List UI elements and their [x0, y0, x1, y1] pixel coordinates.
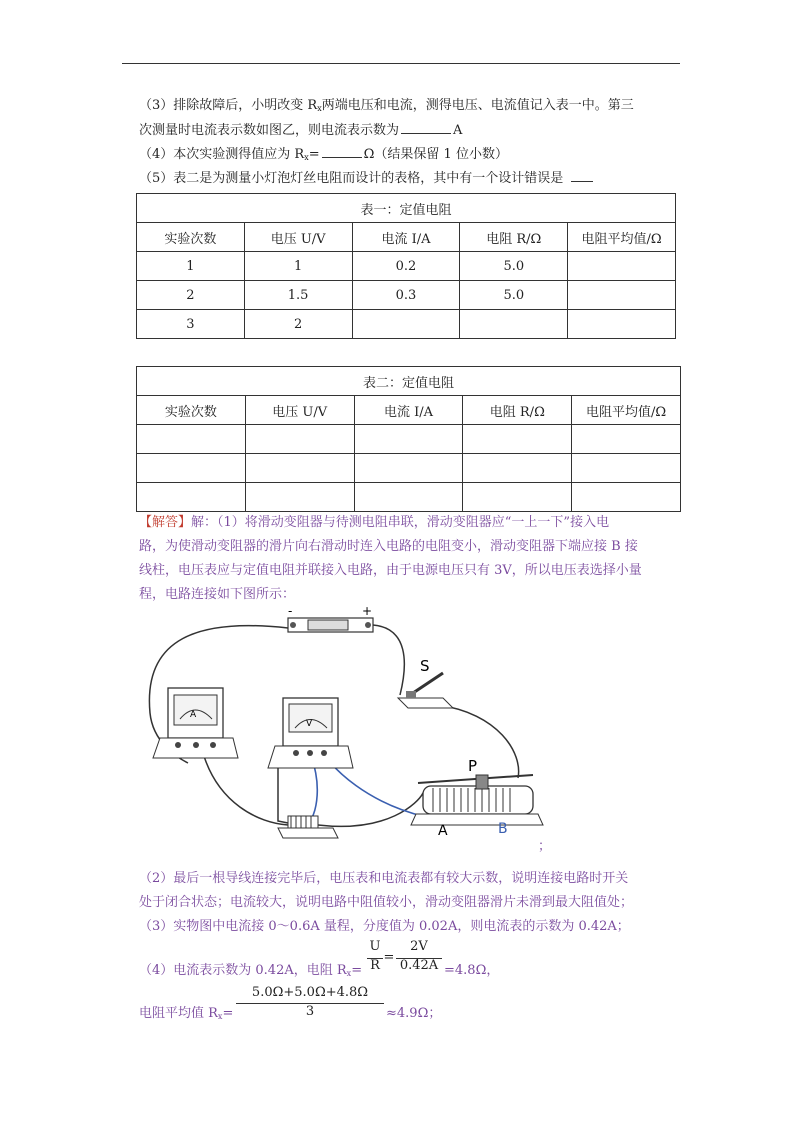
table-cell: 0.2	[352, 252, 460, 281]
table-cell	[463, 454, 572, 483]
table-cell	[137, 425, 246, 454]
fraction-numerator: U	[369, 939, 381, 954]
table-cell	[568, 310, 676, 339]
answer-line-4: 程，电路连接如下图所示：	[139, 587, 296, 602]
rheostat-base	[411, 814, 543, 825]
answer-text: 解：（1）将滑动变阻器与待测电阻串联，滑动变阻器应“一上一下”接入电	[191, 515, 610, 530]
answer-line-2: 路，为使滑动变阻器的滑片向右滑动时连入电路的电阻变小，滑动变阻器下端应接 B 接	[139, 539, 638, 554]
answer-line-1	[139, 514, 609, 532]
table-row	[137, 310, 676, 339]
p4-text: （4）电流表示数为 0.42A，电阻 R	[139, 963, 347, 978]
resistor-icon	[288, 816, 318, 828]
voltmeter-terminal	[321, 750, 327, 756]
answer-line-9	[139, 1005, 233, 1024]
p5-text: 电阻平均值 R	[139, 1006, 218, 1021]
answer-blank[interactable]	[401, 121, 451, 134]
resistor-base	[278, 828, 338, 838]
table-header-cell: 电阻平均值/Ω	[572, 396, 681, 425]
p5-result: ≈4.9Ω；	[386, 1006, 442, 1021]
table-cell	[137, 483, 246, 512]
voltmeter-terminal	[307, 750, 313, 756]
wire	[318, 793, 423, 826]
switch-base	[398, 698, 453, 708]
q3-text-c: 次测量时电流表示数如图乙，则电流表示数为	[139, 123, 400, 138]
fraction-equals: =	[383, 950, 395, 965]
ammeter-terminal	[210, 742, 216, 748]
table-cell	[245, 425, 354, 454]
question-4	[139, 145, 508, 165]
table-header-cell: 电阻 R/Ω	[460, 223, 568, 252]
table-cell: 5.0	[460, 281, 568, 310]
table-cell	[245, 454, 354, 483]
table-row	[137, 425, 681, 454]
q4-text-a: （4）本次实验测得值应为 R	[139, 147, 305, 162]
fraction-denominator: 3	[305, 1004, 315, 1019]
answer-blank[interactable]	[571, 169, 593, 182]
battery-plus-label: +	[362, 604, 373, 618]
table-header-cell: 电压 U/V	[244, 223, 352, 252]
p4-equals: =	[351, 963, 363, 978]
table-cell	[460, 310, 568, 339]
table-cell	[463, 425, 572, 454]
question-3-line-2	[139, 121, 462, 140]
p4-result: =4.8Ω，	[444, 963, 500, 978]
fraction-numerator: 2V	[410, 939, 428, 954]
answer-line-7: （3）实物图中电流接 0～0.6A 量程，分度值为 0.02A，则电流表的示数为 0.42A；	[139, 919, 630, 934]
wire	[373, 625, 404, 695]
table-1	[136, 193, 676, 339]
terminal-label-a: A	[438, 823, 448, 839]
ammeter-terminal	[175, 742, 181, 748]
battery-minus-label: -	[288, 604, 293, 618]
voltmeter-terminal	[293, 750, 299, 756]
table-2-title: 表二：定值电阻	[137, 367, 681, 396]
answer-line-5: （2）最后一根导线连接完毕后，电压表和电流表都有较大示数，说明连接电路时开关	[139, 871, 629, 886]
table-header-cell: 电流 I/A	[352, 223, 460, 252]
table-1-title: 表一：定值电阻	[137, 194, 676, 223]
table-cell	[137, 454, 246, 483]
q4-text-c: Ω（结果保留 1 位小数）	[363, 147, 508, 162]
answer-tag: 【解答】	[139, 515, 192, 530]
answer-line-3: 线柱，电压表应与定值电阻并联接入电路，由于电源电压只有 3V，所以电压表选择小量	[139, 563, 642, 578]
switch-label: S	[420, 657, 430, 675]
table-cell: 1.5	[244, 281, 352, 310]
table-cell	[572, 483, 681, 512]
q3-subscript: x	[317, 104, 322, 113]
battery-terminal	[365, 622, 371, 628]
table-header-cell: 电压 U/V	[245, 396, 354, 425]
table-cell: 5.0	[460, 252, 568, 281]
table-cell	[354, 483, 463, 512]
circuit-diagram	[138, 603, 558, 848]
slider-label-p: P	[468, 757, 478, 775]
table-cell: 2	[137, 281, 245, 310]
table-cell: 3	[137, 310, 245, 339]
table-2	[136, 366, 681, 512]
figure-semicolon: ；	[538, 839, 552, 854]
battery-terminal	[290, 622, 296, 628]
question-3-line-1	[139, 97, 634, 116]
q3-unit: A	[453, 123, 463, 138]
table-row	[137, 252, 676, 281]
ammeter-letter: A	[190, 710, 197, 720]
wire	[438, 705, 519, 778]
question-5	[139, 169, 595, 188]
table-cell: 1	[137, 252, 245, 281]
table-cell	[354, 425, 463, 454]
fraction-numerator: 5.0Ω+5.0Ω+4.8Ω	[251, 985, 369, 1000]
ammeter-base	[153, 738, 238, 758]
table-cell	[354, 454, 463, 483]
table-cell: 2	[244, 310, 352, 339]
table-header-cell: 电阻平均值/Ω	[568, 223, 676, 252]
fraction-denominator: 0.42A	[399, 958, 439, 973]
table-header-cell: 电阻 R/Ω	[463, 396, 572, 425]
battery-icon	[308, 620, 348, 630]
table-header-cell: 电流 I/A	[354, 396, 463, 425]
q3-text-a: （3）排除故障后，小明改变 R	[139, 98, 318, 113]
table-header-cell: 实验次数	[137, 223, 245, 252]
voltmeter-base	[268, 746, 353, 768]
table-cell	[568, 281, 676, 310]
q3-text-b: 两端电压和电流，测得电压、电流值记入表一中。第三	[321, 98, 634, 113]
table-cell	[245, 483, 354, 512]
table-row	[137, 454, 681, 483]
table-row	[137, 483, 681, 512]
answer-line-8	[139, 962, 362, 981]
answer-blank[interactable]	[322, 145, 362, 158]
q4-subscript: x	[304, 153, 309, 162]
p4-subscript: x	[346, 969, 352, 978]
table-cell	[568, 252, 676, 281]
table-header-cell: 实验次数	[137, 396, 246, 425]
fraction-denominator: R	[370, 958, 380, 973]
table-cell	[352, 310, 460, 339]
voltmeter-letter: V	[306, 719, 313, 729]
table-cell: 0.3	[352, 281, 460, 310]
q4-equals: =	[308, 147, 320, 162]
table-cell: 1	[244, 252, 352, 281]
terminal-label-b: B	[498, 821, 508, 837]
table-cell	[463, 483, 572, 512]
p5-equals: =	[222, 1006, 234, 1021]
header-rule	[122, 63, 680, 64]
switch-hinge	[406, 691, 416, 698]
q5-text: （5）表二是为测量小灯泡灯丝电阻而设计的表格，其中有一个设计错误是	[139, 171, 564, 186]
rheostat-slider-icon[interactable]	[476, 775, 488, 789]
ammeter-terminal	[193, 742, 199, 748]
table-row	[137, 281, 676, 310]
p5-subscript: x	[217, 1012, 223, 1021]
table-cell	[572, 425, 681, 454]
table-cell	[572, 454, 681, 483]
answer-line-6: 处于闭合状态；电流较大，说明电路中阻值较小，滑动变阻器滑片未滑到最大阻值处；	[139, 895, 634, 910]
